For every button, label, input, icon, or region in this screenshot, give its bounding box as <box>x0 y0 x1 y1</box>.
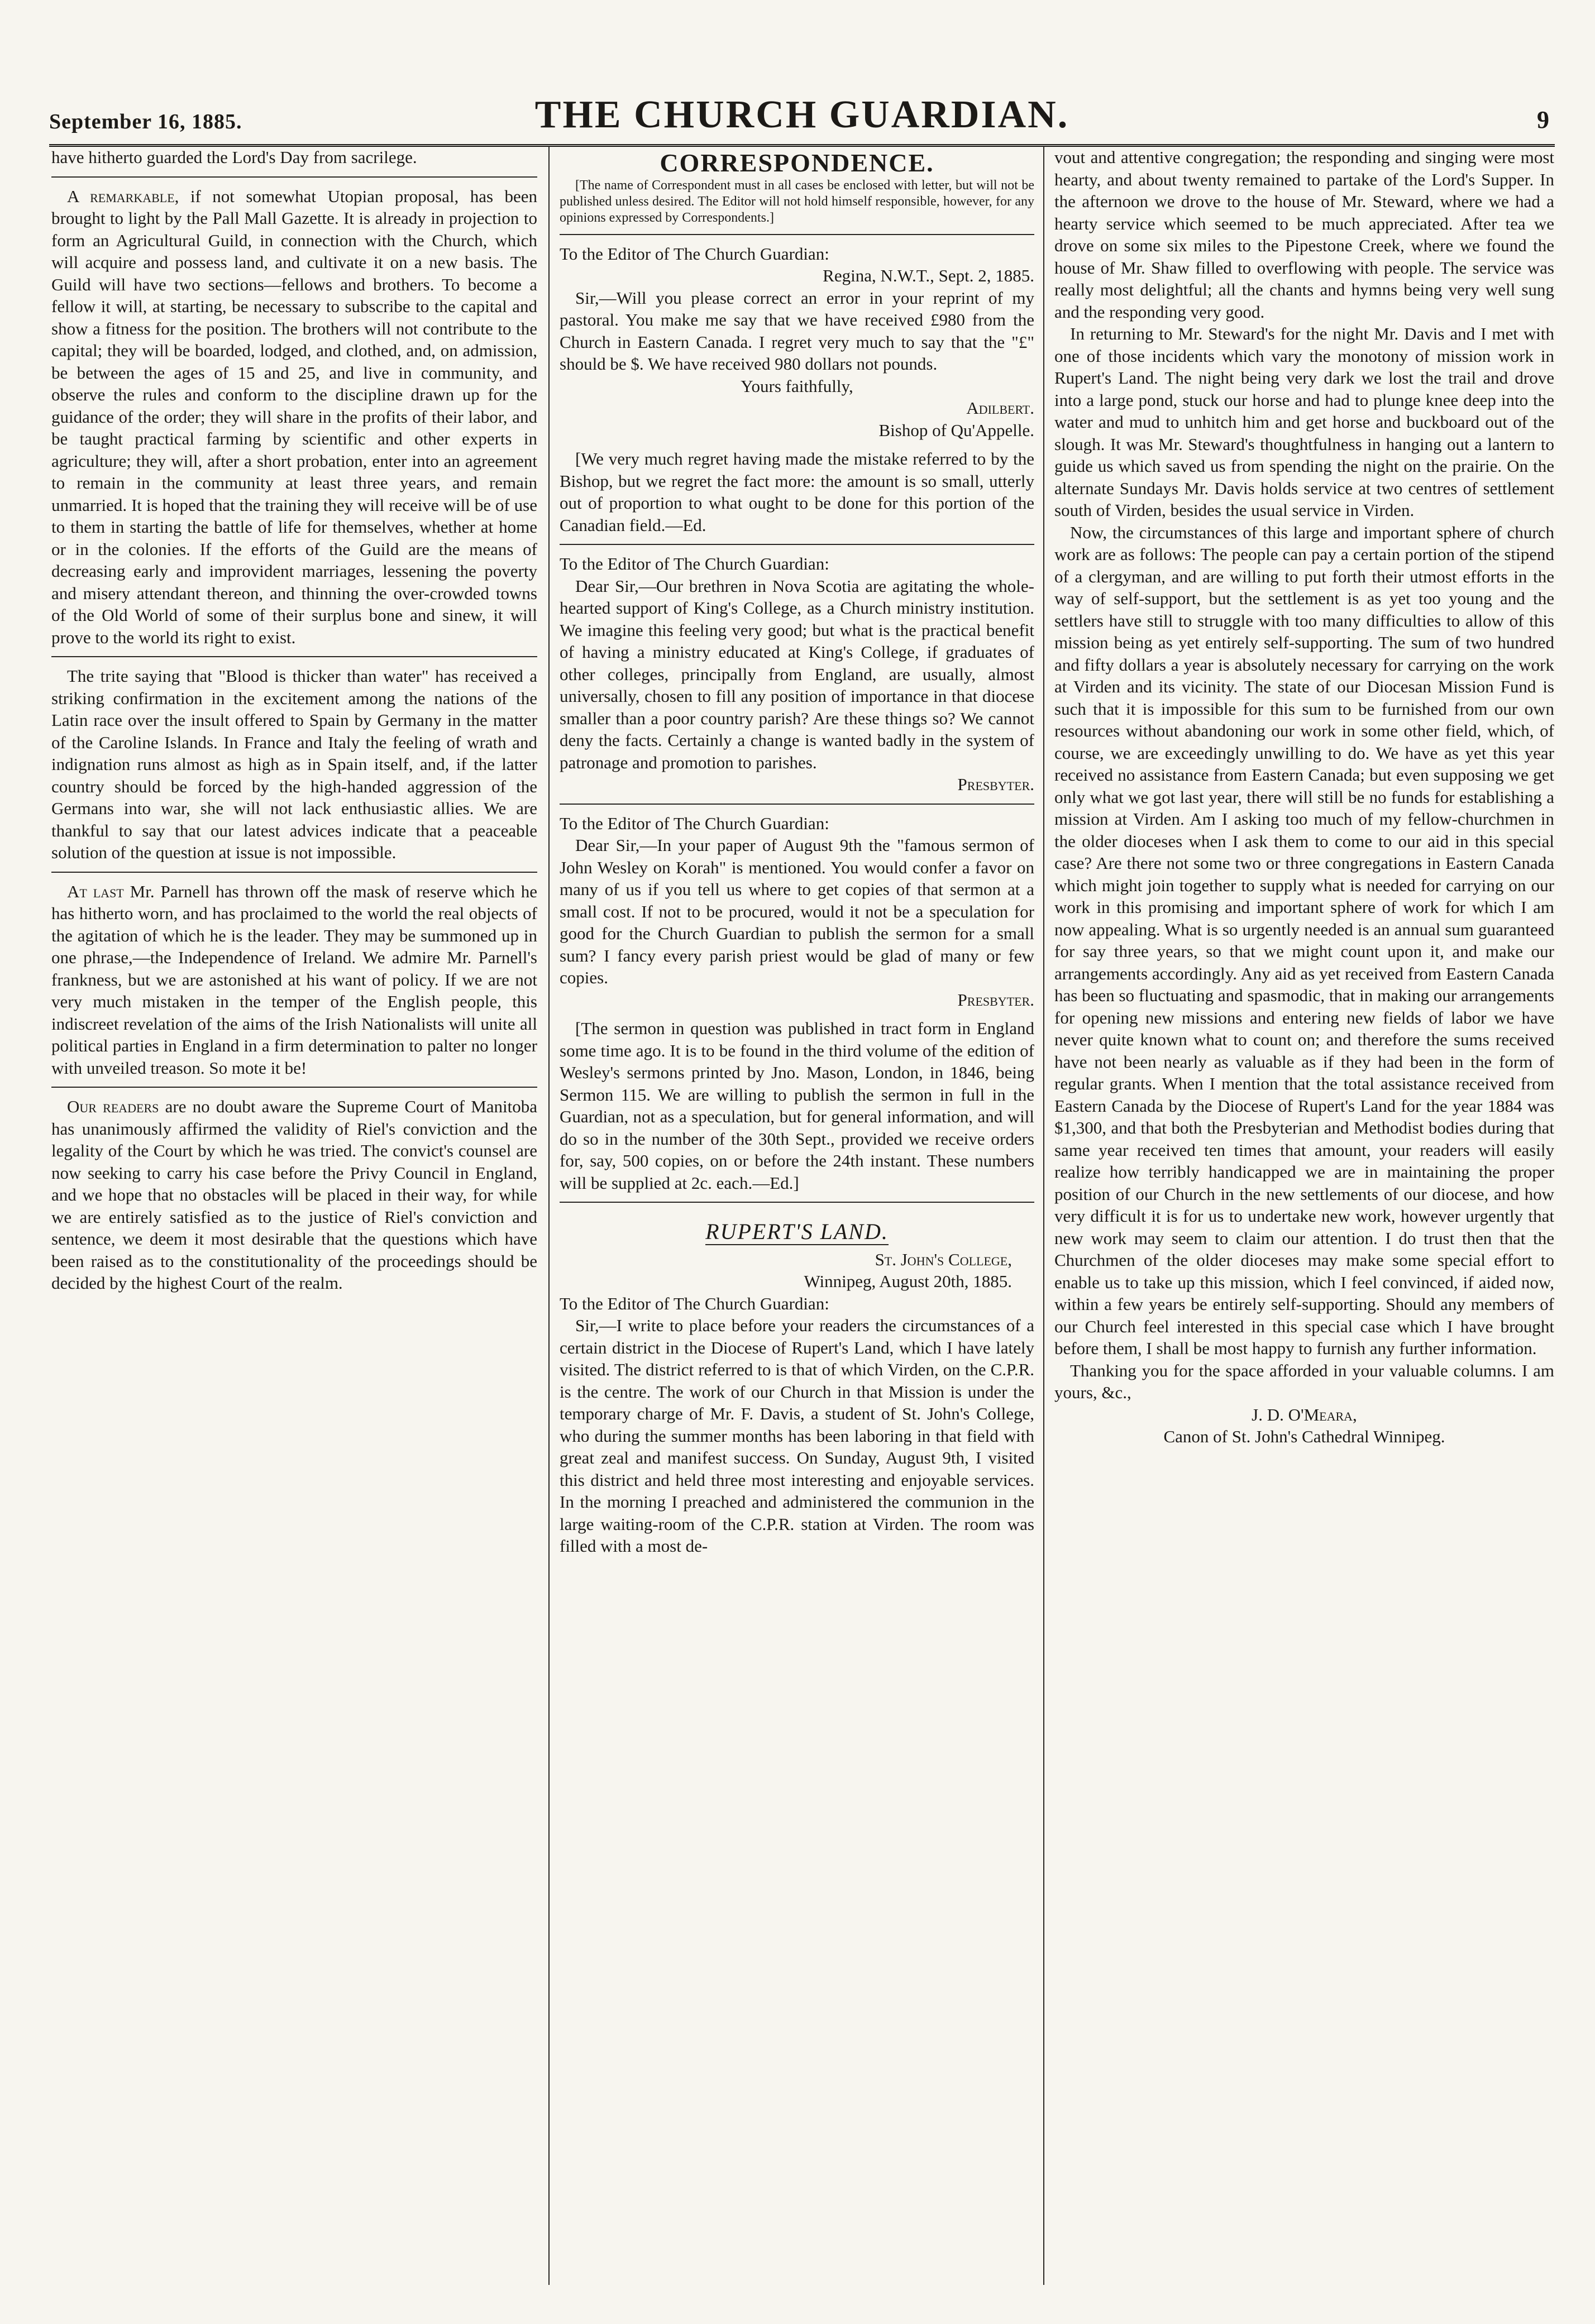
letter-body: Sir,—I write to place before your readers the circumstances of a certain district in the Diocese of Rupert's Land, which I have lately visited. The district referred to is that of which Virden, on the C.P.R. is the centre. The work of our Church in that Mission is under the temporary charge of Mr. F. Davis, a student of St. John's College, who during the summer months has been laboring in that field with great zeal and manifest success. On Sunday, August 9th, I visited this district and held three most interesting and enjoyable services. In the morning I preached and administered the communion in the large waiting-room of the C.P.R. station at Virden. The room was filled with a most de- <box>560 1316 1034 1556</box>
letter-signature-title: Canon of St. John's Cathedral Winnipeg. <box>1163 1427 1445 1446</box>
letter-address: To the Editor of The Church Guardian: <box>560 243 829 264</box>
section-heading: RUPERT'S LAND. <box>705 1219 889 1244</box>
issue-date: September 16, 1885. <box>49 110 242 133</box>
letter-date: Winnipeg, August 20th, 1885. <box>804 1271 1012 1291</box>
letter-kings-college <box>560 544 1034 796</box>
article-riel <box>51 1087 537 1294</box>
column-3 <box>1054 146 1554 2285</box>
article-text: The trite saying that "Blood is thicker than water" has received a striking confirmation in the excitement among the nations of the Latin race over the insult offered to Spain by Germany in the matter of the Caroline Islands. In France and Italy the feeling of wrath and indignation runs almost as high as in Spain itself, and, if the latter country should be forced by the high-handed aggression of the Germans into war, she will not lack enthusiastic allies. We are thankful to say that our latest advices indicate that a peaceable solution of the question at issue is not impossible. <box>51 666 537 862</box>
letter-regina <box>560 234 1034 537</box>
letter-signature: Presbyter. <box>957 774 1034 794</box>
letter-address: To the Editor of The Church Guardian: <box>560 813 829 833</box>
column-1 <box>51 146 537 2285</box>
correspondence-notice: [The name of Correspondent must in all cases be enclosed with letter, but will not be published unless desired. The Editor will not hold himself responsible, however, for any opinions expressed by Correspondents.] <box>560 178 1034 225</box>
letter-body: Dear Sir,—Our brethren in Nova Scotia are agitating the whole-hearted support of King's College, as a Church ministry institution. We imagine this feeling very good; but what is the practical benefit of having a ministry educated at King's College, if graduates of other colleges, principally from England, are usually, almost universally, chosen to fill any position of importance in that diocese smaller than a poor country parish? Are these things so? We cannot deny the facts. Certainly a change is wanted badly in the system of patronage and promotion to parishes. <box>560 576 1034 772</box>
article-text: A remarkable, if not somewhat Utopian proposal, has been brought to light by the Pall Mall Gazette. It is already in projection to form an Agricultural Guild, in connection with the Church, which will acquire and possess land, and cultivate it on a new basis. The Guild will have two sections—fellows and brothers. To become a fellow it will, at starting, be necessary to subscribe to the capital and show a fitness for the position. The brothers will not contribute to the capital; they will be boarded, lodged, and clothed, and, on admission, be between the ages of 15 and 25, and live in community, and observe the rules and conform to the discipline drawn up for the guidance of the order; they will share in the profits of their labor, and be taught practical farming by scientific and other experts in agriculture; they will, after a short probation, enter into an agreement to remain in the community at least three years, and remain unmarried. It is hoped that the training they will receive will be of use to them in starting the battle of life for themselves, whether at home or in the colonies. If the efforts of the Guild are the means of decreasing early and improvident marriages, lessening the poverty and misery attendant thereon, and thinning the over-crowded towns of the Old World of some of their surplus bone and sinew, it will prove to the world its right to exist. <box>51 186 537 647</box>
letter-address: To the Editor of The Church Guardian: <box>560 1293 829 1313</box>
column-divider-1 <box>548 146 550 2285</box>
letter-place: St. John's College, <box>875 1249 1012 1269</box>
editor-note: [The sermon in question was published in tract form in England some time ago. It is to be found in the third volume of the edition of Wesley's sermons printed by Jno. Mason, London, in 1846, being Sermon 115. We are willing to publish the sermon in full in the Guardian, not as a speculation, but for general information, and will do so in the number of the 30th Sept., provided we receive orders for, say, 500 copies, on or before the 24th instant. These numbers will be supplied at 2c. each.—Ed.] <box>560 1018 1034 1193</box>
article-text: Our readers are no doubt aware the Supreme Court of Manitoba has unanimously affirmed the validity of Riel's conviction and the legality of the Court by which he was tried. The convict's counsel are now seeking to carry his case before the Privy Council in England, and we hope that no obstacles will be placed in their way, for while we are entirely satisfied as to the justice of Riel's conviction and sentence, we deem it most desirable that the questions which have been raised as to the constitutionality of the proceedings should be decided by the highest Court of the realm. <box>51 1097 537 1293</box>
letter-place: Regina, N.W.T., Sept. 2, 1885. <box>823 266 1034 285</box>
letter-body: vout and attentive congregation; the responding and singing were most hearty, and about twenty remained to partake of the Lord's Supper. In the afternoon we drove to the house of Mr. Steward, where we had a hearty service which seemed to be much appreciated. After tea we drove on some six miles to the Pipestone Creek, where we found the house of Mr. Shaw filled to overflowing with people. The service was really most delightful; all the chants and hymns being very well sung and the responding very good. <box>1054 147 1554 322</box>
letter-signature: Adilbert. <box>966 398 1034 418</box>
article-text: At last Mr. Parnell has thrown off the mask of reserve which he has hitherto worn, and has proclaimed to the world the real objects of the agitation of which he is the leader. They may be summoned up in one phrase,—the Independence of Ireland. We admire Mr. Parnell's frankness, but we are astonished at his want of policy. If we are not very much mistaken in the temper of the English people, this indiscreet revelation of the aims of the Irish Nationalists will unite all political parties in England in a firm determination to palter no longer with unveiled treason. So mote it be! <box>51 881 537 1078</box>
letter-wesley-sermon <box>560 804 1034 1194</box>
article-guild <box>51 176 537 649</box>
article-lead: A remarkable, <box>67 186 179 206</box>
column-divider-2 <box>1043 146 1044 2285</box>
correspondence-heading: CORRESPONDENCE. <box>660 149 934 177</box>
masthead <box>49 90 1555 142</box>
article-lead: Our readers <box>67 1097 159 1116</box>
article-lead: At last <box>67 881 124 901</box>
letter-body: Dear Sir,—In your paper of August 9th the "famous sermon of John Wesley on Korah" is mentioned. You would confer a favor on many of us if you tell us where to get copies of that sermon at a small cost. If not to be procured, would it not be a speculation for good for the Church Guardian to publish the sermon for a small sum? I fancy every parish priest would be glad of many or few copies. <box>560 835 1034 987</box>
letter-address: To the Editor of The Church Guardian: <box>560 554 829 573</box>
page-number: 9 <box>1537 106 1549 133</box>
article-parnell <box>51 872 537 1079</box>
newspaper-title: THE CHURCH GUARDIAN. <box>534 93 1069 136</box>
letter-body: Thanking you for the space afforded in your valuable columns. I am yours, &c., <box>1054 1360 1554 1402</box>
letter-closing: Yours faithfully, <box>741 376 853 396</box>
letter-body: Sir,—Will you please correct an error in your reprint of my pastoral. You make me say that we have received £980 from the Church in Eastern Canada. I regret very much to say that the "£" should be $. We have received 980 dollars not pounds. <box>560 288 1034 374</box>
letter-signature: J. D. O'Meara, <box>1252 1404 1357 1424</box>
column-2 <box>560 146 1034 2285</box>
letter-signature-title: Bishop of Qu'Appelle. <box>878 420 1034 440</box>
article-text: have hitherto guarded the Lord's Day from sacrilege. <box>51 147 417 167</box>
article-blood-thicker <box>51 656 537 864</box>
letter-body: In returning to Mr. Steward's for the night Mr. Davis and I met with one of those incidents which vary the monotony of mission work in Rupert's Land. The night being very dark we lost the trail and drove into a large pond, stuck our horse and had to plunge knee deep into the water and mud to unhitch him and get horse and buckboard out of the slough. It was Mr. Steward's thoughtfulness in hanging out a lantern to guide us which saved us from spending the night on the prairie. On the alternate Sundays Mr. Davis holds service at two centres of settlement south of Virden, besides the usual service in Virden. <box>1054 324 1554 520</box>
letter-body: Now, the circumstances of this large and important sphere of church work are as follows: The people can pay a certain portion of the stipend of a clergyman, and are willing to put forth their utmost efforts in the way of self-support, but the settlement is as yet too young and the settlers have still to struggle with too many difficulties to allow of this mission being as yet entirely self-supporting. The sum of two hundred and fifty dollars a year is absolutely necessary for carrying on the work at Virden and its vicinity. The state of our Diocesan Mission Fund is such that it is impossible for this sum to be furnished from our own resources without abandoning our work in some other field, which, of course, we are exceedingly unwilling to do. We have as yet this year received no assistance from Eastern Canada; but even supposing we get only what we got last year, there will still be no funds for establishing a mission at Virden. Am I asking too much of my fellow-churchmen in the older dioceses when I ask them to come to our aid in this special case? Are there not some two or three congregations in Eastern Canada which might join together to supply what is needed for carrying on our work in this promising and important sphere of work for which I am now appealing. What is so urgently needed is an annual sum guaranteed for say three years, so that we might count upon it, and make our arrangements accordingly. Any aid as yet received from Eastern Canada has been so fluctuating and spasmodic, that in making our arrangements for opening new missions and entering new fields of labor we have never quite known what to count on; and therefore the sums received have not been nearly as valuable as if they had been in the form of regular grants. When I mention that the total assistance received from Eastern Canada by the Diocese of Rupert's Land for the year 1884 was $1,300, and that both the Presbyterian and Methodist bodies during that same year received ten times that amount, your readers will easily realize how terribly handicapped we are in maintaining the proper position of our Church in the new settlements of our diocese, and how very difficult it is for us to undertake new work, however urgently that new work may seem to claim our attention. I do trust then that the Churchmen of the older dioceses may make some special effort to enable us to take up this mission, which I feel convinced, if aided now, within a few years be entirely self-supporting. Should any members of our Church feel interested in this special case which I have brought before them, I shall be most happy to furnish any further information. <box>1054 522 1554 1358</box>
editor-note: [We very much regret having made the mistake referred to by the Bishop, but we regret the fact more: the amount is so small, utterly out of proportion to what ought to be done for this portion of the Canadian field.—Ed. <box>560 449 1034 535</box>
letter-signature: Presbyter. <box>957 989 1034 1010</box>
rupert-section <box>560 1202 1034 1557</box>
